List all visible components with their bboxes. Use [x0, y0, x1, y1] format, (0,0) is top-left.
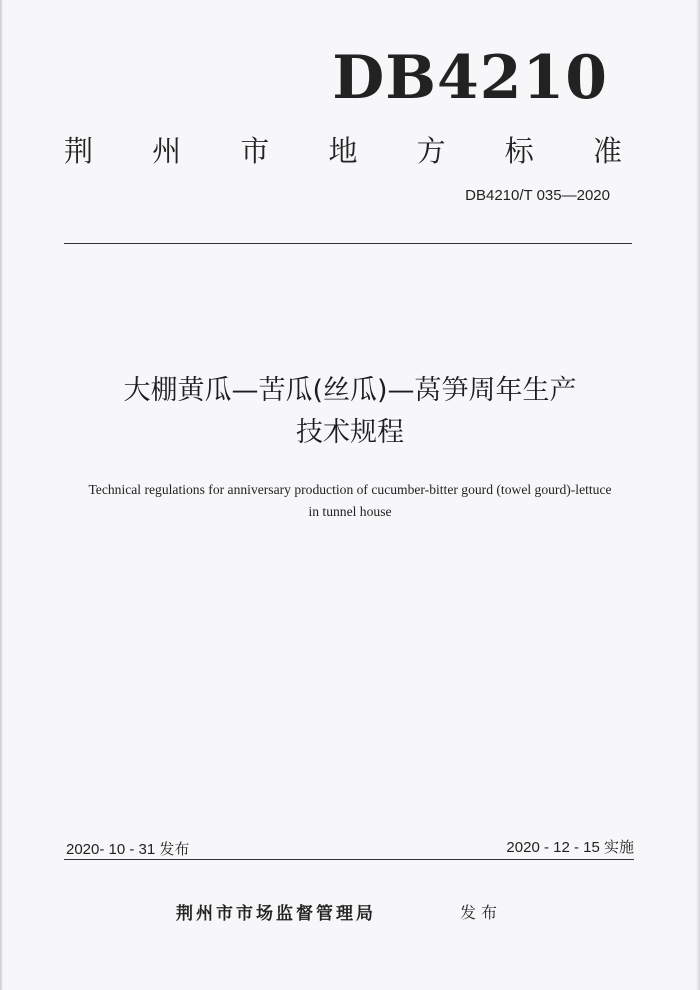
header-divider	[64, 243, 632, 244]
title-english	[40, 479, 660, 523]
scan-edge-right	[696, 0, 700, 990]
standard-type-char: 方	[416, 134, 446, 168]
standard-code: DB4210	[332, 43, 608, 113]
release-date: 2020- 10 - 31 发布	[66, 841, 190, 858]
title-english-line-2: in tunnel house	[308, 504, 392, 519]
scan-edge-left	[0, 0, 3, 990]
issuing-authority: 荆州市市场监督管理局	[176, 904, 376, 924]
title-chinese-line-2: 技术规程	[296, 417, 404, 448]
footer-divider	[64, 859, 634, 860]
standard-type-char: 州	[152, 134, 182, 168]
issue-action: 发布	[460, 903, 503, 922]
title-english-line-1: Technical regulations for anniversary production of cucumber-bitter gourd (towel gourd)-lettuce	[88, 482, 612, 497]
standard-type-heading	[64, 134, 622, 168]
standard-type-char: 准	[592, 134, 622, 168]
title-chinese	[50, 370, 650, 454]
standard-number: DB4210/T 035—2020	[465, 187, 610, 204]
title-chinese-line-1: 大棚黄瓜—苦瓜(丝瓜)—莴笋周年生产	[123, 375, 577, 406]
standard-type-char: 荆	[64, 134, 94, 168]
standard-type-char: 地	[328, 134, 358, 168]
standard-type-char: 市	[240, 134, 270, 168]
implementation-date: 2020 - 12 - 15 实施	[506, 839, 634, 856]
standard-type-char: 标	[504, 134, 534, 168]
